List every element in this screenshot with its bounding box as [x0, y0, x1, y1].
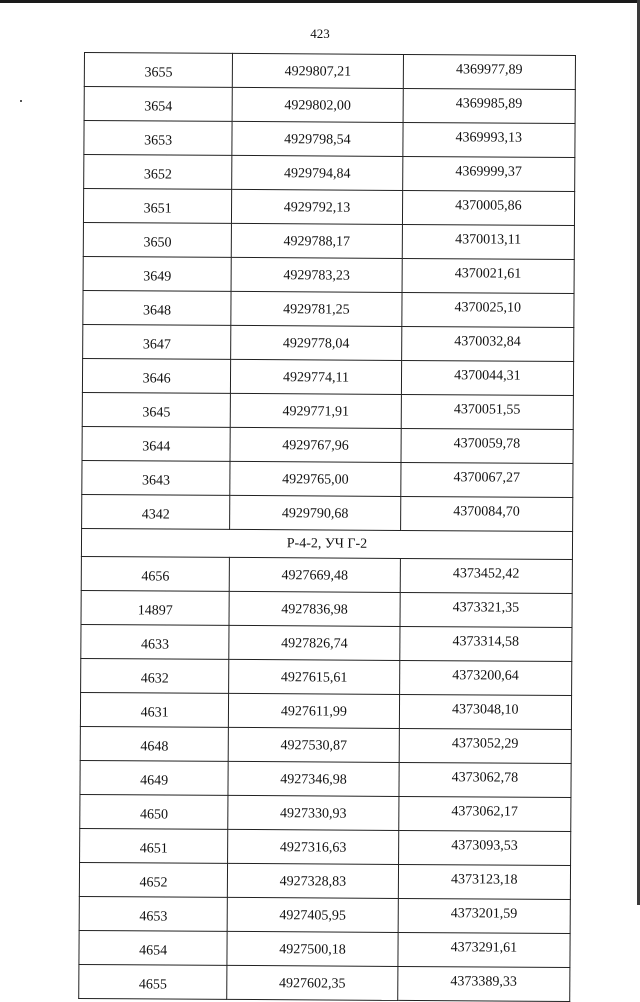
x-coordinate-cell: 4929802,00 — [232, 87, 403, 122]
y-coordinate-cell: 4370025,10 — [401, 292, 574, 327]
point-number-cell: 4631 — [80, 692, 229, 727]
table-row — [82, 392, 573, 429]
table-row — [83, 324, 574, 361]
table-row — [83, 222, 574, 259]
y-coordinate-cell: 4373048,10 — [399, 694, 572, 729]
y-coordinate-cell: 4370005,86 — [402, 190, 575, 225]
table-row — [81, 624, 572, 661]
y-coordinate-cell: 4373389,33 — [397, 966, 570, 1001]
table-row — [80, 760, 571, 797]
point-number-cell: 4654 — [79, 930, 228, 965]
table-row — [83, 290, 574, 327]
y-coordinate-cell: 4370013,11 — [402, 224, 575, 259]
point-number-cell: 3652 — [84, 155, 233, 190]
table-row — [84, 53, 575, 90]
coordinates-table-body — [79, 53, 576, 1002]
y-coordinate-cell: 4373452,42 — [400, 558, 573, 593]
table-row — [80, 692, 571, 729]
table-row — [82, 426, 573, 463]
table-row — [81, 590, 572, 627]
y-coordinate-cell: 4373093,53 — [398, 830, 571, 865]
table-row — [82, 494, 573, 531]
table-row — [80, 726, 571, 763]
section-header-row — [81, 528, 572, 559]
point-number-cell: 3649 — [83, 256, 232, 291]
table-row — [84, 87, 575, 124]
y-coordinate-cell: 4373201,59 — [398, 898, 571, 933]
x-coordinate-cell: 4929767,96 — [230, 427, 401, 462]
table-row — [81, 658, 572, 695]
point-number-cell: 3643 — [82, 460, 231, 495]
point-number-cell: 3645 — [82, 392, 231, 427]
section-title: Р-4-2, УЧ Г-2 — [81, 528, 572, 559]
x-coordinate-cell: 4929783,23 — [231, 257, 402, 292]
table-row — [82, 358, 573, 395]
table-row — [84, 121, 575, 158]
point-number-cell: 4652 — [79, 862, 228, 897]
x-coordinate-cell: 4927836,98 — [229, 591, 400, 626]
table-row — [84, 155, 575, 192]
y-coordinate-cell: 4373200,64 — [399, 660, 572, 695]
point-number-cell: 3648 — [83, 290, 232, 325]
table-row — [80, 794, 571, 831]
y-coordinate-cell: 4370032,84 — [401, 326, 574, 361]
y-coordinate-cell: 4373291,61 — [398, 932, 571, 967]
point-number-cell: 4651 — [80, 828, 229, 863]
x-coordinate-cell: 4929765,00 — [230, 461, 401, 496]
y-coordinate-cell: 4373062,78 — [399, 762, 572, 797]
coordinates-table — [78, 52, 576, 1002]
y-coordinate-cell: 4373062,17 — [398, 796, 571, 831]
point-number-cell: 4655 — [79, 964, 228, 999]
y-coordinate-cell: 4369993,13 — [403, 122, 576, 157]
x-coordinate-cell: 4929788,17 — [232, 223, 403, 258]
table-row — [79, 896, 570, 933]
x-coordinate-cell: 4929771,91 — [231, 393, 402, 428]
point-number-cell: 4648 — [80, 726, 229, 761]
point-number-cell: 14897 — [81, 590, 230, 625]
point-number-cell: 4632 — [81, 658, 230, 693]
table-row — [82, 460, 573, 497]
x-coordinate-cell: 4929798,54 — [232, 121, 403, 156]
table-row — [80, 828, 571, 865]
y-coordinate-cell: 4370084,70 — [400, 496, 573, 531]
x-coordinate-cell: 4927346,98 — [228, 761, 399, 796]
point-number-cell: 4342 — [82, 494, 231, 529]
point-number-cell: 3647 — [83, 324, 232, 359]
x-coordinate-cell: 4927316,63 — [228, 829, 399, 864]
y-coordinate-cell: 4370067,27 — [400, 462, 573, 497]
table-row — [79, 862, 570, 899]
point-number-cell: 4650 — [80, 794, 229, 829]
scan-speck — [20, 100, 22, 102]
scan-border-top — [0, 0, 640, 3]
y-coordinate-cell: 4369985,89 — [403, 88, 576, 123]
x-coordinate-cell: 4927330,93 — [228, 795, 399, 830]
y-coordinate-cell: 4369999,37 — [402, 156, 575, 191]
x-coordinate-cell: 4927405,95 — [227, 897, 398, 932]
y-coordinate-cell: 4370021,61 — [402, 258, 575, 293]
x-coordinate-cell: 4927328,83 — [228, 863, 399, 898]
point-number-cell: 3644 — [82, 426, 231, 461]
x-coordinate-cell: 4929774,11 — [231, 359, 402, 394]
y-coordinate-cell: 4370044,31 — [401, 360, 574, 395]
point-number-cell: 3655 — [84, 53, 233, 88]
y-coordinate-cell: 4373052,29 — [399, 728, 572, 763]
y-coordinate-cell: 4373314,58 — [399, 626, 572, 661]
x-coordinate-cell: 4927826,74 — [229, 625, 400, 660]
point-number-cell: 3653 — [84, 121, 233, 156]
x-coordinate-cell: 4927615,61 — [229, 659, 400, 694]
x-coordinate-cell: 4927602,35 — [227, 965, 398, 1000]
point-number-cell: 3650 — [83, 222, 232, 257]
y-coordinate-cell: 4370051,55 — [401, 394, 574, 429]
point-number-cell: 4633 — [81, 624, 230, 659]
y-coordinate-cell: 4369977,89 — [403, 54, 576, 89]
point-number-cell: 3646 — [82, 358, 231, 393]
table-row — [83, 189, 574, 226]
y-coordinate-cell: 4373123,18 — [398, 864, 571, 899]
point-number-cell: 4649 — [80, 760, 229, 795]
page-number: 423 — [310, 26, 330, 41]
x-coordinate-cell: 4929778,04 — [231, 325, 402, 360]
table-row — [79, 930, 570, 967]
x-coordinate-cell: 4929792,13 — [232, 189, 403, 224]
x-coordinate-cell: 4929807,21 — [233, 53, 404, 88]
y-coordinate-cell: 4370059,78 — [401, 428, 574, 463]
point-number-cell: 4656 — [81, 556, 230, 591]
x-coordinate-cell: 4927611,99 — [229, 693, 400, 728]
point-number-cell: 4653 — [79, 896, 228, 931]
table-row — [81, 556, 572, 593]
x-coordinate-cell: 4927530,87 — [228, 727, 399, 762]
x-coordinate-cell: 4927500,18 — [227, 931, 398, 966]
point-number-cell: 3654 — [84, 87, 233, 122]
table-row — [83, 256, 574, 293]
y-coordinate-cell: 4373321,35 — [400, 592, 573, 627]
x-coordinate-cell: 4929781,25 — [231, 291, 402, 326]
x-coordinate-cell: 4927669,48 — [230, 557, 401, 592]
point-number-cell: 3651 — [83, 189, 232, 224]
x-coordinate-cell: 4929790,68 — [230, 495, 401, 530]
table-row — [79, 964, 570, 1001]
x-coordinate-cell: 4929794,84 — [232, 155, 403, 190]
